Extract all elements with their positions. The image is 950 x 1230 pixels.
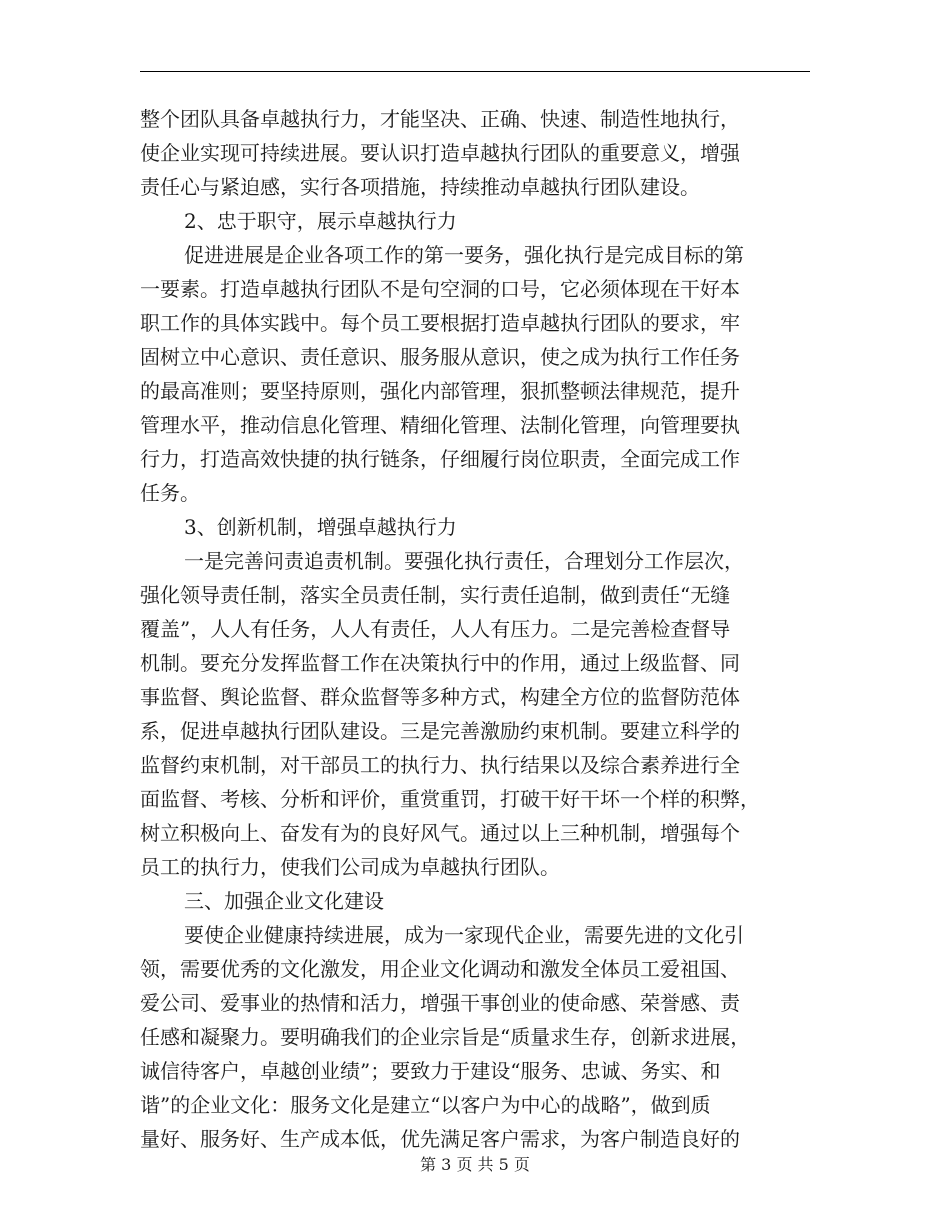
text-line: 领，需要优秀的文化激发，用企业文化调动和激发全体员工爱祖国、 — [140, 957, 740, 981]
page-number-footer: 第 3 页 共 5 页 — [420, 1155, 530, 1174]
text-line: 一是完善问责追责机制。要强化执行责任，合理划分工作层次， — [184, 549, 744, 573]
text-line: 任感和凝聚力。要明确我们的企业宗旨是“质量求生存，创新求进展， — [140, 1025, 751, 1049]
text-line: 爱公司、爱事业的热情和活力，增强干事创业的使命感、荣誉感、责 — [140, 991, 740, 1015]
text-line: 树立积极向上、奋发有为的良好风气。通过以上三种机制，增强每个 — [140, 821, 740, 845]
text-line: 强化领导责任制，落实全员责任制，实行责任追制，做到责任“无缝 — [140, 583, 731, 607]
text-line: 责任心与紧迫感，实行各项措施，持续推动卓越执行团队建设。 — [140, 175, 700, 199]
text-line: 要使企业健康持续进展，成为一家现代企业，需要先进的文化引 — [184, 923, 744, 947]
text-line: 事监督、舆论监督、群众监督等多种方式，构建全方位的监督防范体 — [140, 685, 740, 709]
text-line: 促进进展是企业各项工作的第一要务，强化执行是完成目标的第 — [184, 243, 744, 267]
text-line: 任务。 — [140, 481, 200, 505]
section-heading: 2、忠于职守，展示卓越执行力 — [184, 209, 457, 233]
section-heading: 三、加强企业文化建设 — [184, 889, 384, 913]
text-line: 量好、服务好、生产成本低，优先满足客户需求，为客户制造良好的 — [140, 1127, 740, 1151]
text-line: 监督约束机制，对干部员工的执行力、执行结果以及综合素养进行全 — [140, 753, 740, 777]
text-line: 管理水平，推动信息化管理、精细化管理、法制化管理，向管理要执 — [140, 413, 740, 437]
text-line: 谐”的企业文化：服务文化是建立“以客户为中心的战略”，做到质 — [140, 1093, 711, 1117]
text-line: 行力，打造高效快捷的执行链条，仔细履行岗位职责，全面完成工作 — [140, 447, 740, 471]
text-line: 系，促进卓越执行团队建设。三是完善激励约束机制。要建立科学的 — [140, 719, 740, 743]
document-body — [140, 102, 812, 1156]
text-line: 固树立中心意识、责任意识、服务服从意识，使之成为执行工作任务 — [140, 345, 740, 369]
text-line: 员工的执行力，使我们公司成为卓越执行团队。 — [140, 855, 560, 879]
header-rule — [140, 71, 810, 72]
text-line: 机制。要充分发挥监督工作在决策执行中的作用，通过上级监督、同 — [140, 651, 740, 675]
text-line: 职工作的具体实践中。每个员工要根据打造卓越执行团队的要求，牢 — [140, 311, 740, 335]
text-line: 一要素。打造卓越执行团队不是句空洞的口号，它必须体现在干好本 — [140, 277, 740, 301]
text-line: 覆盖”，人人有任务，人人有责任，人人有压力。二是完善检查督导 — [140, 617, 731, 641]
section-heading: 3、创新机制，增强卓越执行力 — [184, 515, 457, 539]
text-line: 整个团队具备卓越执行力，才能坚决、正确、快速、制造性地执行， — [140, 107, 740, 131]
text-line: 诚信待客户，卓越创业绩”；要致力于建设“服务、忠诚、务实、和 — [140, 1059, 721, 1083]
text-line: 面监督、考核、分析和评价，重赏重罚，打破干好干坏一个样的积弊， — [140, 787, 760, 811]
text-line: 的最高准则；要坚持原则，强化内部管理，狠抓整顿法律规范，提升 — [140, 379, 740, 403]
text-line: 使企业实现可持续进展。要认识打造卓越执行团队的重要意义，增强 — [140, 141, 740, 165]
